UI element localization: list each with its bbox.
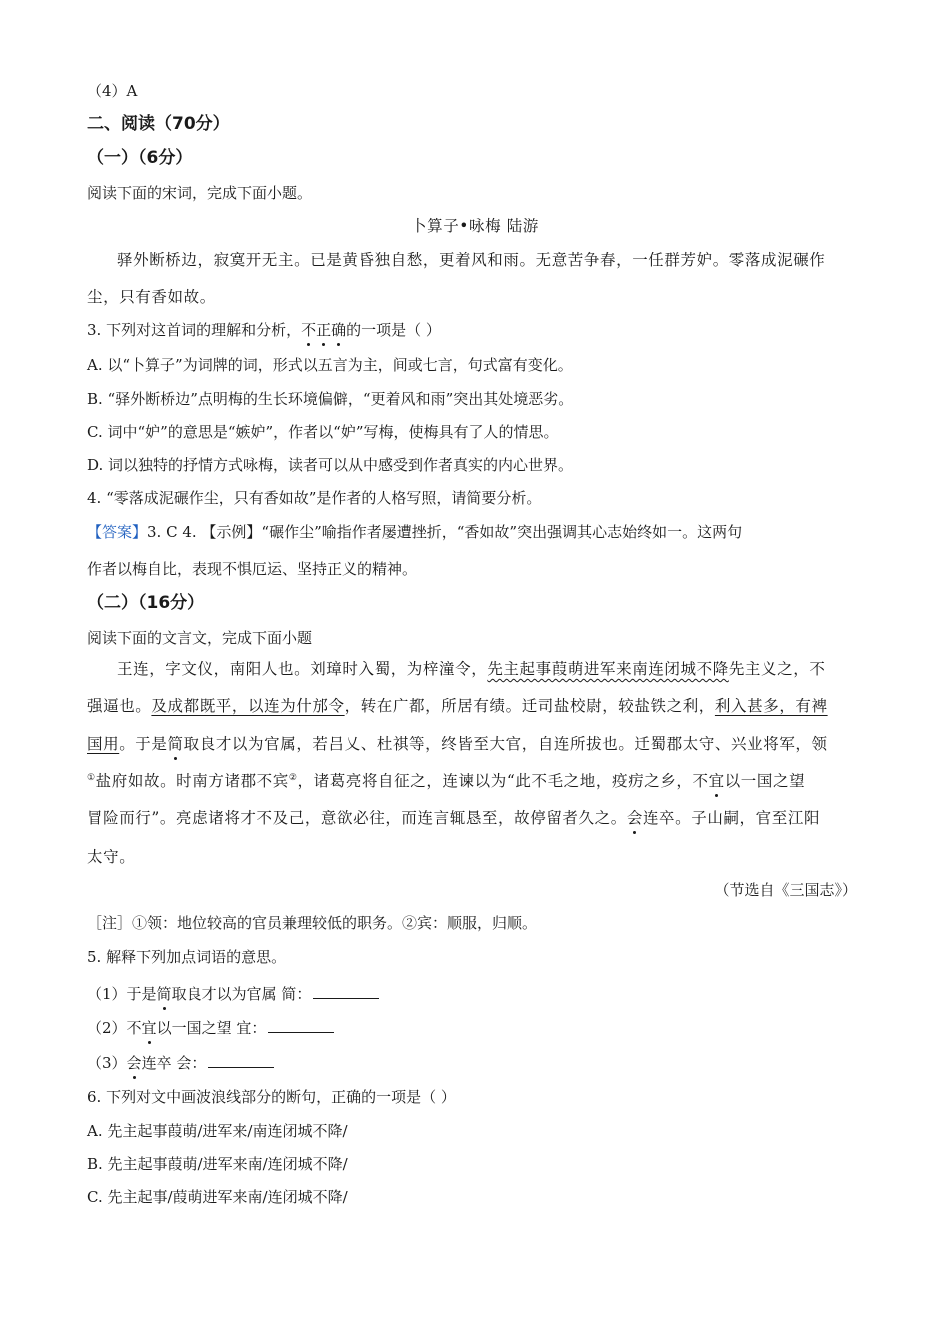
part2-title: （二）（16分） [87, 593, 205, 613]
passage-line-6: 太守。 [87, 848, 136, 866]
wavy-underlined-text: 先主起事葭萌进军来南连闭城不降 [487, 660, 729, 678]
passage-source: （节选自《三国志》） [714, 881, 857, 899]
answer-blank[interactable] [268, 1015, 334, 1033]
dotted-char: 简 [167, 735, 184, 753]
q6-option-a: A. 先主起事葭萌/进军来/南连闭城不降/ [87, 1122, 348, 1140]
answer-line-2: 作者以梅自比，表现不惧厄运、坚持正义的精神。 [87, 560, 418, 578]
question-6-stem: 6. 下列对文中画波浪线部分的断句，正确的一项是（ ） [87, 1088, 456, 1106]
passage-line-5 [87, 807, 820, 829]
q3-option-a: A. 以“卜算子”为词牌的词，形式以五言为主，间或七言，句式富有变化。 [87, 356, 573, 374]
q5-item-2 [87, 1015, 334, 1039]
answer-line-1 [87, 521, 742, 543]
part1-title: （一）（6分） [87, 148, 193, 168]
q6-option-b: B. 先主起事葭萌/进军来南/连闭城不降/ [87, 1155, 348, 1173]
passage-text: 盐府如故。时南方诸郡不宾 [95, 772, 289, 790]
passage-text: 强逼也。 [87, 697, 152, 715]
passage-note: ［注］①领：地位较高的官员兼理较低的职务。②宾：顺服，归顺。 [87, 914, 538, 932]
passage-text: 以一国之望 [724, 772, 806, 790]
q5-item-1 [87, 981, 379, 1005]
passage-line-3 [87, 733, 828, 755]
q5-item-3 [87, 1050, 274, 1074]
passage-text: 冒险而行”。亮虑诸将才不及己，意欲必往，而连言辄恳至，故停留者久之。 [87, 809, 627, 827]
dotted-char: 简 [156, 985, 172, 1003]
q3-dotted-char: 不 [301, 321, 317, 339]
answer-blank[interactable] [208, 1050, 274, 1068]
q5-text: （2）不 [87, 1019, 142, 1037]
dotted-char: 宜 [708, 772, 725, 790]
passage-text: 王连，字文仪，南阳人也。刘璋时入蜀，为梓潼令， [117, 660, 488, 678]
answer-label: 【答案】 [87, 523, 148, 541]
passage-line-4 [87, 770, 805, 792]
underlined-text: 利入甚多，有裨 [714, 697, 828, 715]
passage-text: 连卒。子山嗣，官至江阳 [642, 809, 821, 827]
passage-text: ，转在广都，所居有绩。迁司盐校尉，较盐铁之利， [344, 697, 715, 715]
prev-answer: （4）A [87, 82, 138, 100]
q5-text: （1）于是 [87, 985, 157, 1003]
q3-stem-text: 的一项是（ ） [346, 321, 441, 339]
passage-text: ，诸葛亮将自征之，连谏以为“此不毛之地，疫疠之乡，不 [297, 772, 709, 790]
poem-line-1: 驿外断桥边，寂寞开无主。已是黄昏独自愁，更着风和雨。无意苦争春，一任群芳妒。零落成泥碾作 [117, 251, 826, 269]
q5-text: 连卒 会： [141, 1054, 207, 1072]
answer-blank[interactable] [313, 981, 379, 999]
part1-intro: 阅读下面的宋词，完成下面小题。 [87, 184, 313, 202]
passage-line-1 [117, 658, 825, 680]
q3-option-d: D. 词以独特的抒情方式咏梅，读者可以从中感受到作者真实的内心世界。 [87, 456, 574, 474]
q6-option-c: C. 先主起事/葭萌进军来南/连闭城不降/ [87, 1188, 348, 1206]
q5-text: （3） [87, 1054, 127, 1072]
footnote-marker: ② [288, 772, 298, 783]
question-4: 4. “零落成泥碾作尘，只有香如故”是作者的人格写照，请简要分析。 [87, 489, 542, 507]
answer-text: 3. C 4. 【示例】“碾作尘”喻指作者屡遭挫折，“香如故”突出强调其心志始终如一。这两句 [147, 523, 743, 541]
section-title-reading: 二、阅读（70分） [87, 114, 230, 134]
question-5-stem: 5. 解释下列加点词语的意思。 [87, 948, 287, 966]
underlined-text: 及成都既平，以连为什邡令 [151, 697, 345, 715]
poem-title: 卜算子•咏梅 陆游 [411, 217, 539, 235]
part2-intro: 阅读下面的文言文，完成下面小题 [87, 629, 313, 647]
underlined-text: 国用 [87, 735, 120, 753]
passage-text: 取良才以为官属，若吕乂、杜祺等，终皆至大官，自连所拔也。迁蜀郡太守、兴业将军，领 [183, 735, 828, 753]
q3-option-b: B. “驿外断桥边”点明梅的生长环境偏僻，“更着风和雨”突出其处境恶劣。 [87, 390, 574, 408]
question-3-stem [87, 319, 441, 341]
q3-dotted-char: 正 [316, 321, 332, 339]
footnote-marker: ① [87, 772, 96, 783]
q5-text: 取良才以为官属 简： [171, 985, 312, 1003]
dotted-char: 会 [626, 809, 643, 827]
q3-dotted-char: 确 [331, 321, 347, 339]
passage-text: 。于是 [119, 735, 168, 753]
poem-line-2: 尘，只有香如故。 [87, 288, 216, 306]
passage-line-2 [87, 695, 828, 717]
passage-text: 先主义之，不 [728, 660, 826, 678]
q3-stem-text: 3. 下列对这首词的理解和分析， [87, 321, 302, 339]
dotted-char: 会 [126, 1054, 142, 1072]
q5-text: 以一国之望 宜： [156, 1019, 267, 1037]
dotted-char: 宜 [141, 1019, 157, 1037]
q3-option-c: C. 词中“妒”的意思是“嫉妒”，作者以“妒”写梅，使梅具有了人的情思。 [87, 423, 559, 441]
